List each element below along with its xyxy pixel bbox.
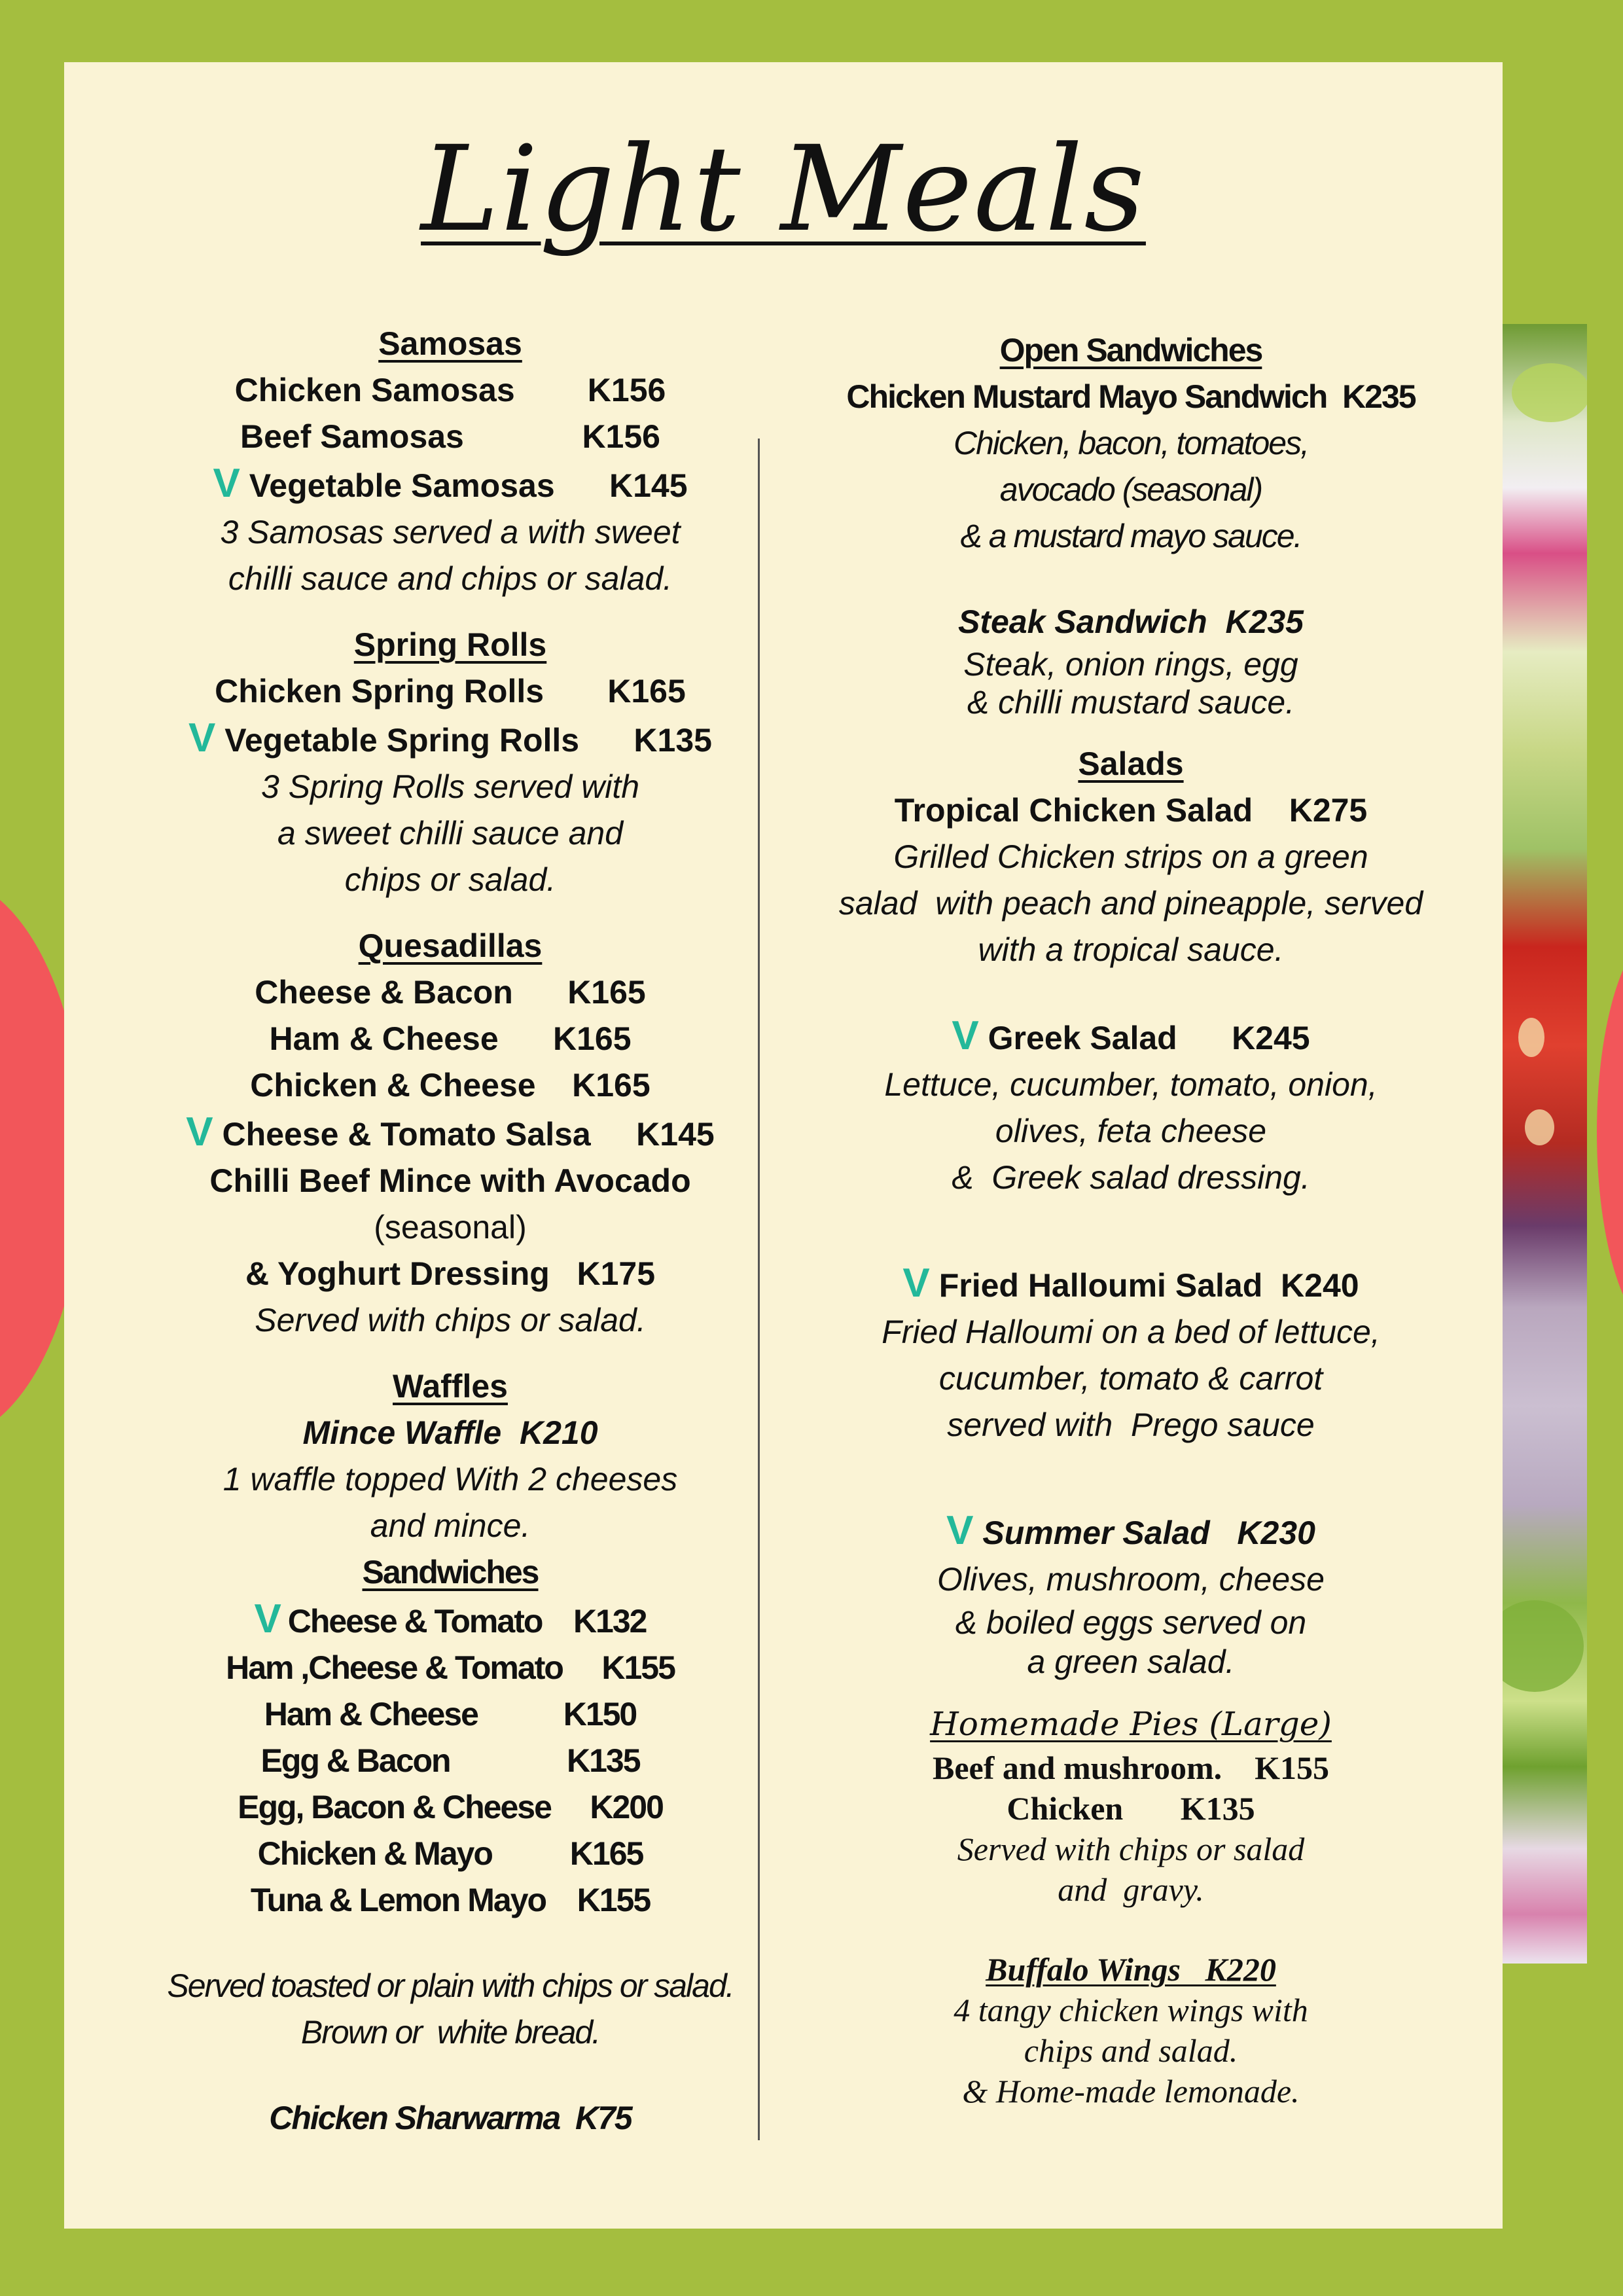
section-heading-waffles: Waffles xyxy=(393,1368,508,1405)
item-description: 1 waffle topped With 2 cheeses xyxy=(223,1461,678,1498)
item-description: olives, feta cheese xyxy=(995,1113,1267,1149)
item-description: chips and salad. xyxy=(1024,2032,1238,2069)
item-description: avocado (seasonal) xyxy=(999,471,1262,508)
vegetarian-marker: V xyxy=(952,1013,979,1058)
menu-item: Tropical Chicken Salad K275 xyxy=(894,792,1368,829)
item-description: Lettuce, cucumber, tomato, onion, xyxy=(884,1066,1378,1103)
menu-item: Steak Sandwich K235 xyxy=(957,603,1304,640)
item-description: and gravy. xyxy=(1058,1871,1204,1908)
menu-item: Chicken Sharwarma K75 xyxy=(269,2100,632,2136)
item-description: with a tropical sauce. xyxy=(978,931,1284,968)
menu-item-veg: V Fried Halloumi Salad K240 xyxy=(902,1261,1359,1306)
section-heading-buffalo-wings: Buffalo Wings K220 xyxy=(986,1951,1276,1988)
item-description: chips or salad. xyxy=(344,861,556,898)
menu-item: Beef Samosas K156 xyxy=(240,418,660,455)
section-heading-spring-rolls: Spring Rolls xyxy=(353,626,547,663)
item-description: a sweet chilli sauce and xyxy=(277,815,624,852)
menu-item: & Yoghurt Dressing K175 xyxy=(245,1255,656,1292)
page-title: Light Meals xyxy=(421,121,1146,258)
item-description: 3 Spring Rolls served with xyxy=(260,768,640,805)
item-description: Served with chips or salad xyxy=(957,1831,1305,1867)
section-heading-sandwiches: Sandwiches xyxy=(362,1554,539,1590)
menu-item: Chicken K135 xyxy=(1007,1790,1255,1827)
menu-item: Chicken Spring Rolls K165 xyxy=(215,673,686,709)
menu-item: Cheese & Bacon K165 xyxy=(255,974,646,1011)
item-description: chilli sauce and chips or salad. xyxy=(228,560,673,597)
item-description: Brown or white bread. xyxy=(300,2014,600,2051)
menu-item: Chicken & Mayo K165 xyxy=(257,1835,643,1872)
item-description: Fried Halloumi on a bed of lettuce, xyxy=(882,1314,1380,1350)
item-description: & Greek salad dressing. xyxy=(952,1159,1310,1196)
vegetarian-marker: V xyxy=(188,715,216,761)
item-description: Steak, onion rings, egg xyxy=(963,646,1298,683)
item-description: cucumber, tomato & carrot xyxy=(938,1360,1323,1397)
section-heading-quesadillas: Quesadillas xyxy=(358,927,543,964)
menu-item-veg: V Vegetable Spring Rolls K135 xyxy=(188,715,712,761)
vegetarian-marker: V xyxy=(946,1508,974,1553)
section-heading-samosas: Samosas xyxy=(378,325,522,362)
item-description: & chilli mustard sauce. xyxy=(967,684,1295,721)
menu-item: Ham & Cheese K165 xyxy=(269,1020,632,1057)
item-description: Served toasted or plain with chips or salad. xyxy=(167,1967,734,2004)
item-description: Grilled Chicken strips on a green xyxy=(893,838,1368,875)
seasonal-note: (seasonal) xyxy=(374,1209,527,1246)
salad-photo-strip xyxy=(1499,324,1587,1964)
menu-item-veg: V Cheese & Tomato K132 xyxy=(254,1596,647,1641)
menu-item: Chicken & Cheese K165 xyxy=(250,1067,651,1103)
vegetarian-marker: V xyxy=(902,1261,930,1306)
section-heading-salads: Salads xyxy=(1078,745,1184,782)
item-description: Served with chips or salad. xyxy=(255,1302,646,1338)
section-heading-open-sandwiches: Open Sandwiches xyxy=(999,332,1262,368)
menu-item-veg: V Greek Salad K245 xyxy=(952,1013,1310,1058)
item-description: & a mustard mayo sauce. xyxy=(960,518,1302,554)
item-description: & Home-made lemonade. xyxy=(962,2073,1300,2109)
menu-panel xyxy=(64,62,1503,2229)
menu-item: Tuna & Lemon Mayo K155 xyxy=(250,1882,651,1918)
menu-item: Mince Waffle K210 xyxy=(302,1414,598,1451)
section-heading-homemade-pies: Homemade Pies (Large) xyxy=(930,1705,1332,1743)
item-description: a green salad. xyxy=(1027,1643,1235,1680)
item-description: 3 Samosas served a with sweet xyxy=(220,514,681,550)
menu-item: Beef and mushroom. K155 xyxy=(932,1749,1330,1786)
menu-item: Egg, Bacon & Cheese K200 xyxy=(238,1789,663,1825)
menu-item: Ham ,Cheese & Tomato K155 xyxy=(226,1649,675,1686)
red-arc-right-decoration xyxy=(1597,929,1623,1335)
item-description: & boiled eggs served on xyxy=(955,1604,1307,1641)
menu-item: Egg & Bacon K135 xyxy=(260,1742,640,1779)
item-description: Chicken, bacon, tomatoes, xyxy=(954,425,1308,461)
menu-item: Chilli Beef Mince with Avocado xyxy=(209,1162,691,1199)
menu-item: Chicken Mustard Mayo Sandwich K235 xyxy=(846,378,1416,415)
left-column xyxy=(103,321,797,2142)
item-description: salad with peach and pineapple, served xyxy=(838,885,1423,922)
vegetarian-marker: V xyxy=(254,1596,280,1641)
vegetarian-marker: V xyxy=(186,1109,213,1155)
vegetarian-marker: V xyxy=(213,461,240,506)
menu-item-veg: V Cheese & Tomato Salsa K145 xyxy=(186,1109,715,1155)
menu-item: Ham & Cheese K150 xyxy=(264,1696,637,1732)
menu-item: Chicken Samosas K156 xyxy=(234,372,666,408)
item-description: and mince. xyxy=(370,1507,531,1544)
item-description: Olives, mushroom, cheese xyxy=(937,1561,1325,1598)
menu-item-veg: V Vegetable Samosas K145 xyxy=(213,461,688,506)
menu-item-veg: V Summer Salad K230 xyxy=(946,1508,1315,1553)
item-description: 4 tangy chicken wings with xyxy=(954,1992,1308,2028)
right-column xyxy=(784,327,1478,2111)
item-description: served with Prego sauce xyxy=(947,1407,1315,1443)
